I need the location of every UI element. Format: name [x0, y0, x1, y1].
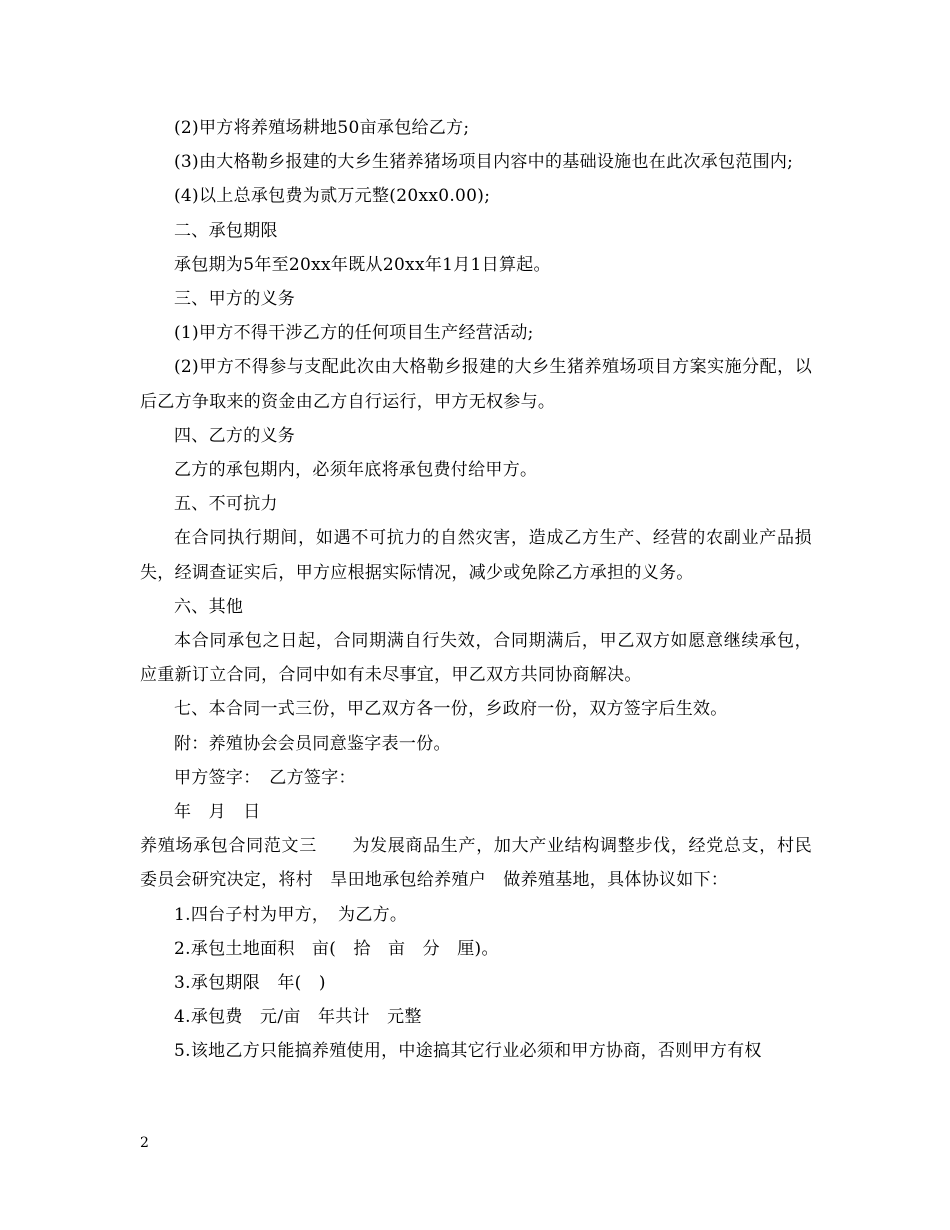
paragraph: 三、甲方的义务 — [174, 289, 296, 310]
paragraph: 承包期为5年至20xx年既从20xx年1月1日算起。 — [174, 254, 551, 275]
paragraph: 5.该地乙方只能搞养殖使用，中途搞其它行业必须和甲方协商，否则甲方有权 — [174, 1041, 762, 1062]
paragraph: 在合同执行期间，如遇不可抗力的自然灾害，造成乙方生产、经营的农副业产品损失，经调查证实后，甲方应根据实际情况，减少或免除乙方承担的义务。 — [140, 528, 812, 583]
paragraph: (3)由大格勒乡报建的大乡生猪养猪场项目内容中的基础设施也在此次承包范围内; — [174, 152, 794, 173]
paragraph: 四、乙方的义务 — [174, 425, 296, 446]
paragraph: (1)甲方不得干涉乙方的任何项目生产经营活动; — [174, 323, 534, 344]
page-number: 2 — [140, 1135, 149, 1151]
document-body — [140, 111, 812, 1069]
paragraph: 附：养殖协会会员同意鉴字表一份。 — [174, 733, 451, 754]
paragraph: 本合同承包之日起，合同期满自行失效，合同期满后，甲乙双方如愿意继续承包，应重新订立合同，合同中如有未尽事宜，甲乙双方共同协商解决。 — [140, 631, 812, 686]
paragraph: 六、其他 — [174, 596, 244, 617]
paragraph: 二、承包期限 — [174, 220, 278, 241]
paragraph: (4)以上总承包费为贰万元整(20xx0.00); — [174, 186, 491, 207]
paragraph: 2.承包土地面积 亩( 拾 亩 分 厘)。 — [174, 938, 499, 959]
paragraph: (2)甲方不得参与支配此次由大格勒乡报建的大乡生猪养殖场项目方案实施分配，以后乙方争取来的资金由乙方自行运行，甲方无权参与。 — [140, 357, 812, 412]
paragraph: 七、本合同一式三份，甲乙双方各一份，乡政府一份，双方签字后生效。 — [174, 699, 728, 720]
paragraph: 五、不可抗力 — [174, 494, 278, 515]
paragraph: (2)甲方将养殖场耕地50亩承包给乙方; — [174, 118, 470, 138]
paragraph: 甲方签字： 乙方签字： — [174, 767, 356, 788]
paragraph: 养殖场承包合同范文三 为发展商品生产，加大产业结构调整步伐，经党总支，村民委员会研究决定，将村 旱田地承包给养殖户 做养殖基地，具体协议如下： — [140, 836, 812, 891]
paragraph: 乙方的承包期内，必须年底将承包费付给甲方。 — [174, 460, 538, 481]
paragraph: 3.承包期限 年( ) — [174, 973, 326, 994]
paragraph: 年 月 日 — [174, 802, 261, 823]
paragraph: 4.承包费 元/亩 年共计 元整 — [174, 1007, 422, 1028]
paragraph: 1.四台子村为甲方， 为乙方。 — [174, 904, 408, 925]
